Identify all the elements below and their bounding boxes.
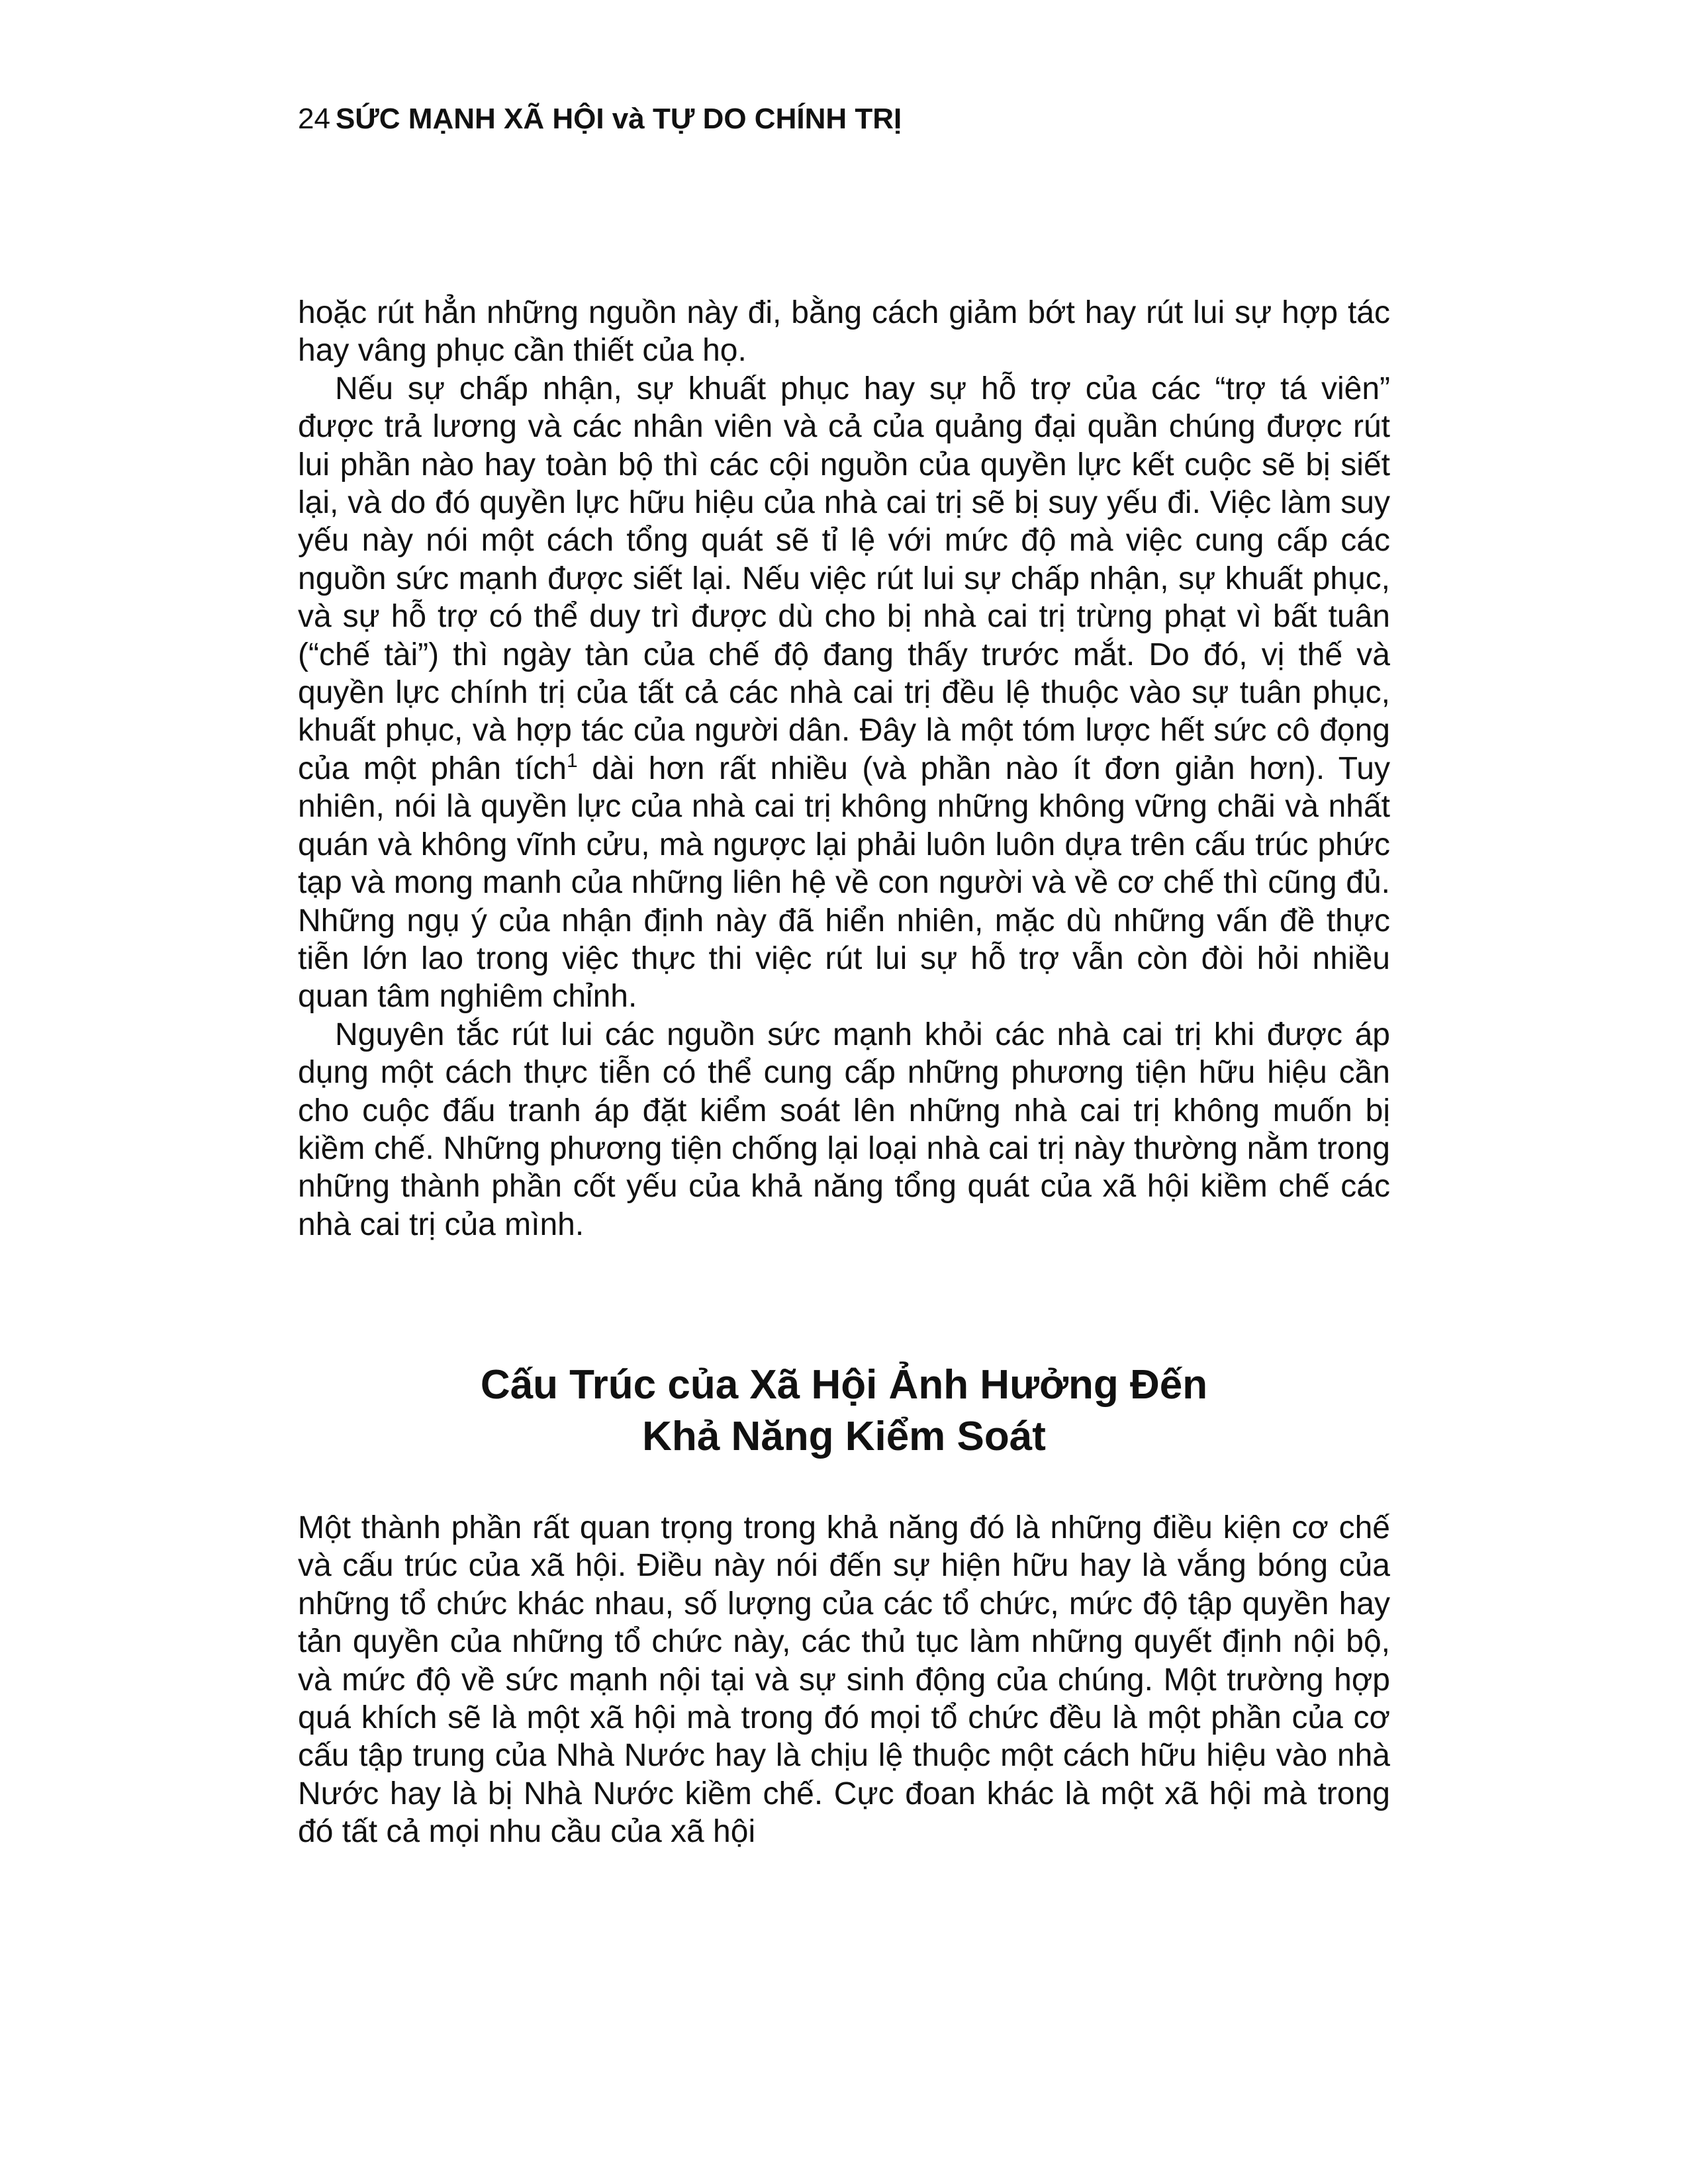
book-title: SỨC MẠNH XÃ HỘI và TỰ DO CHÍNH TRỊ — [335, 103, 902, 135]
paragraph: Một thành phần rất quan trọng trong khả năng đó là những điều kiện cơ chế và cấu trúc của xã hội. Điều này nói đến sự hiện hữu hay là vắng bóng của những tổ chức khác nhau, số lượng của các tổ chức, mức độ tập quyền hay tản quyền của những tổ chức này, các thủ tục làm những quyết định nội bộ, và mức độ về sức mạnh nội tại và sự sinh động của chúng. Một trường hợp quá khích sẽ là một xã hội mà trong đó mọi tổ chức đều là một phần của cơ cấu tập trung của Nhà Nước hay là chịu lệ thuộc một cách hữu hiệu vào nhà Nước hay là bị Nhà Nước kiềm chế. Cực đoan khác là một xã hội mà trong đó tất cả mọi nhu cầu của xã hội — [298, 1510, 1390, 1850]
section-heading-line: Khả Năng Kiểm Soát — [642, 1414, 1046, 1459]
paragraph: Nguyên tắc rút lui các nguồn sức mạnh khỏi các nhà cai trị khi được áp dụng một cách thực tiễn có thể cung cấp những phương tiện hữu hiệu cần cho cuộc đấu tranh áp đặt kiểm soát lên những nhà cai trị không muốn bị kiềm chế. Những phương tiện chống lại loại nhà cai trị này thường nằm trong những thành phần cốt yếu của khả năng tổng quát của xã hội kiềm chế các nhà cai trị của mình. — [298, 1017, 1390, 1242]
paragraph: hoặc rút hẳn những nguồn này đi, bằng cách giảm bớt hay rút lui sự hợp tác hay vâng phục cần thiết của họ. — [298, 295, 1390, 369]
body-text-bottom — [298, 1509, 1390, 1851]
footnote-marker: 1 — [566, 749, 578, 772]
paragraph-text: dài hơn rất nhiều (và phần nào ít đơn giản hơn). Tuy nhiên, nói là quyền lực của nhà cai trị không những không vững chãi và nhất quán và không vĩnh cửu, mà ngược lại phải luôn luôn dựa trên cấu trúc phức tạp và mong manh của những liên hệ về con người và về cơ chế thì cũng đủ. Những ngụ ý của nhận định này đã hiển nhiên, mặc dù những vấn đề thực tiễn lớn lao trong việc thực thi việc rút lui sự hỗ trợ vẫn còn đòi hỏi nhiều quan tâm nghiêm chỉnh. — [298, 751, 1390, 1015]
section-heading — [298, 1359, 1390, 1463]
paragraph-text: Nếu sự chấp nhận, sự khuất phục hay sự hỗ trợ của các “trợ tá viên” được trả lương và các nhân viên và cả của quảng đại quần chúng được rút lui phần nào hay toàn bộ thì các cội nguồn của quyền lực kết cuộc sẽ bị siết lại, và do đó quyền lực hữu hiệu của nhà cai trị sẽ bị suy yếu đi. Việc làm suy yếu này nói một cách tổng quát sẽ tỉ lệ với mức độ mà việc cung cấp các nguồn sức mạnh được siết lại. Nếu việc rút lui sự chấp nhận, sự khuất phục, và sự hỗ trợ có thể duy trì được dù cho bị nhà cai trị trừng phạt vì bất tuân (“chế tài”) thì ngày tàn của chế độ đang thấy trước mắt. Do đó, vị thế và quyền lực chính trị của tất cả các nhà cai trị đều lệ thuộc vào sự tuân phục, khuất phục, và hợp tác của người dân. Đây là một tóm lược hết sức cô đọng của một phân tích — [298, 371, 1390, 786]
page-number: 24 — [298, 103, 330, 135]
paragraph — [298, 370, 1390, 1016]
body-text-top — [298, 294, 1390, 1244]
document-page — [298, 0, 1390, 2184]
running-header — [298, 99, 902, 139]
section-heading-line: Cấu Trúc của Xã Hội Ảnh Hưởng Đến — [480, 1362, 1208, 1408]
